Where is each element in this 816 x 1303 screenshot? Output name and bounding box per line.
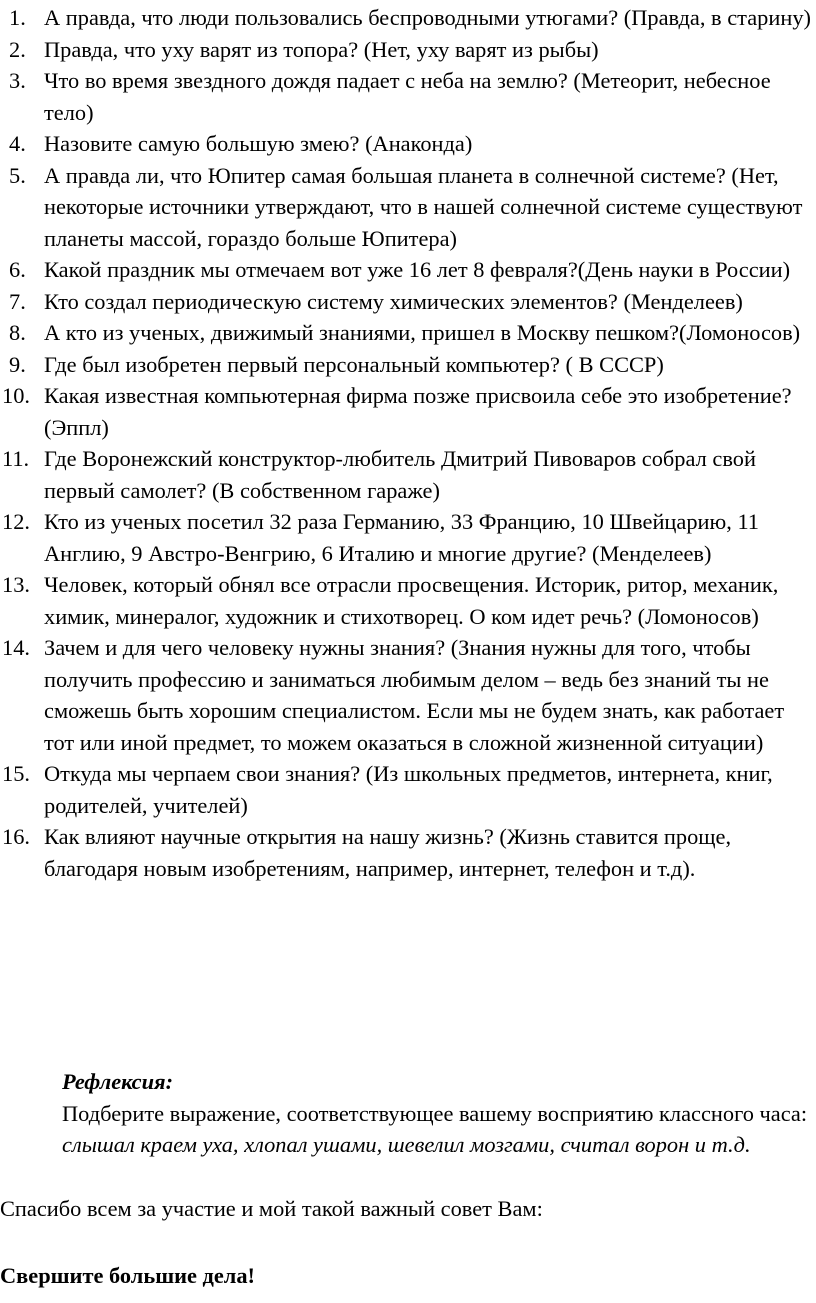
list-item bbox=[0, 758, 816, 821]
list-item bbox=[0, 443, 816, 506]
list-item bbox=[0, 506, 816, 569]
reflection-heading: Рефлексия: bbox=[62, 1069, 174, 1094]
item-number: 8. bbox=[9, 320, 26, 345]
closing-line: Свершите большие дела! bbox=[0, 1263, 256, 1288]
item-text: А правда ли, что Юпитер самая большая планета в солнечной системе? (Нет, некоторые источники утверждают, что в нашей солнечной системе существуют планеты массой, гораздо больше Юпитера) bbox=[44, 162, 803, 251]
reflection-examples: слышал краем уха, хлопал ушами, шевелил мозгами, считал ворон и т.д. bbox=[62, 1132, 751, 1157]
item-number: 2. bbox=[9, 36, 26, 62]
item-text: А правда, что люди пользовались беспроводными утюгами? (Правда, в старину) bbox=[44, 5, 811, 30]
list-item bbox=[0, 569, 816, 632]
item-text: Человек, который обнял все отрасли просвещения. Историк, ритор, механик, химик, минералог, художник и стихотворец. О ком идет речь? (Ломоносов) bbox=[44, 572, 779, 629]
list-item bbox=[0, 160, 816, 255]
item-text: Откуда мы черпаем свои знания? (Из школьных предметов, интернета, книг, родителей, учителей) bbox=[44, 761, 773, 818]
item-number: 3. bbox=[9, 68, 26, 93]
list-item bbox=[0, 34, 816, 66]
list-item bbox=[0, 128, 816, 160]
list-item bbox=[0, 632, 816, 758]
item-text: Правда, что уху варят из топора? (Нет, уху варят из рыбы) bbox=[44, 36, 599, 62]
item-number: 4. bbox=[9, 131, 26, 156]
item-number: 13. bbox=[2, 572, 30, 597]
item-number: 16. bbox=[2, 824, 30, 849]
item-text: Как влияют научные открытия на нашу жизнь? (Жизнь ставится проще, благодаря новым изобретениям, например, интернет, телефон и т.д). bbox=[44, 824, 732, 881]
item-text: Кто создал периодическую систему химических элементов? (Менделеев) bbox=[44, 288, 743, 314]
item-text: Кто из ученых посетил 32 раза Германию, 33 Францию, 10 Швейцарию, 11 Англию, 9 Австро-Венгрию, 6 Италию и многие другие? (Менделеев) bbox=[44, 509, 760, 566]
item-number: 9. bbox=[9, 351, 26, 377]
item-number: 7. bbox=[9, 288, 26, 314]
item-number: 5. bbox=[9, 162, 26, 188]
questions-list bbox=[0, 2, 816, 884]
item-number: 1. bbox=[9, 5, 26, 30]
item-number: 14. bbox=[2, 635, 30, 660]
reflection-instruction: Подберите выражение, соответствующее вашему восприятию классного часа: bbox=[62, 1100, 808, 1126]
item-text: Где был изобретен первый персональный компьютер? ( В СССР) bbox=[44, 351, 664, 377]
list-item bbox=[0, 286, 816, 318]
item-text: Назовите самую большую змею? (Анаконда) bbox=[44, 131, 473, 156]
list-item bbox=[0, 380, 816, 443]
item-text: Что во время звездного дождя падает с неба на землю? (Метеорит, небесное тело) bbox=[44, 68, 771, 125]
item-text: Какой праздник мы отмечаем вот уже 16 лет 8 февраля?(День науки в России) bbox=[44, 257, 791, 282]
reflection-section bbox=[62, 1066, 812, 1161]
list-item bbox=[0, 254, 816, 286]
list-item bbox=[0, 821, 816, 884]
item-number: 15. bbox=[2, 761, 30, 786]
item-text: Где Воронежский конструктор-любитель Дмитрий Пивоваров собрал свой первый самолет? (В собственном гараже) bbox=[44, 446, 756, 503]
item-number: 12. bbox=[2, 509, 30, 534]
item-text: А кто из ученых, движимый знаниями, пришел в Москву пешком?(Ломоносов) bbox=[44, 320, 801, 345]
list-item bbox=[0, 349, 816, 381]
reflection-body bbox=[62, 1098, 812, 1161]
item-text: Зачем и для чего человеку нужны знания? (Знания нужны для того, чтобы получить профессию и заниматься любимым делом – ведь без знаний ты не сможешь быть хорошим специалистом. Если мы не будем знать, как работает тот или иной предмет, то можем оказаться в сложной жизненной ситуации) bbox=[44, 635, 785, 755]
list-item bbox=[0, 317, 816, 349]
item-number: 11. bbox=[2, 446, 30, 471]
item-number: 6. bbox=[9, 257, 26, 282]
item-text: Какая известная компьютерная фирма позже присвоила себе это изобретение? (Эппл) bbox=[44, 383, 792, 440]
item-number: 10. bbox=[2, 383, 30, 408]
thanks-line: Спасибо всем за участие и мой такой важный совет Вам: bbox=[0, 1196, 543, 1221]
list-item bbox=[0, 65, 816, 128]
list-item bbox=[0, 2, 816, 34]
